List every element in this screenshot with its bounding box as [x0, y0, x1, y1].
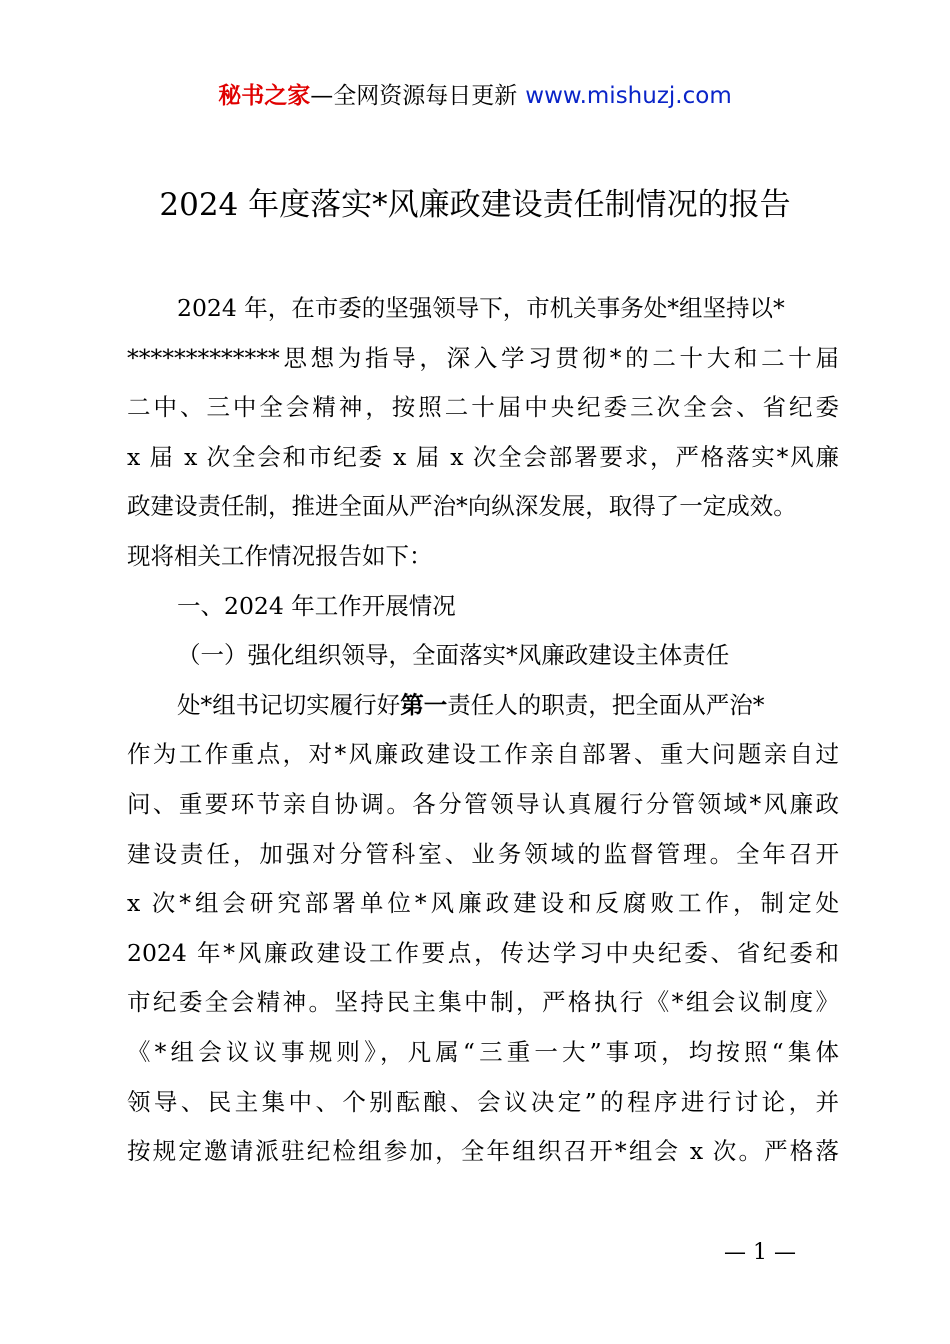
section-heading: 一、2024 年工作开展情况: [177, 591, 456, 620]
paragraph-line: 2024 年，在市委的坚强领导下，市机关事务处*组坚持以*: [177, 294, 785, 322]
page-number: — 1 —: [724, 1240, 796, 1265]
paragraph-line: x 次*组会研究部署单位*风廉政建设和反腐败工作，制定处: [127, 889, 839, 918]
subsection-heading: （一）强化组织领导，全面落实*风廉政建设主体责任: [177, 641, 730, 670]
document-title: 2024 年度落实*风廉政建设责任制情况的报告: [159, 187, 791, 223]
site-tagline: —全网资源每日更新: [310, 83, 518, 109]
paragraph-line: *************思想为指导，深入学习贯彻*的二十大和二十届: [127, 343, 839, 372]
paragraph-line: 市纪委全会精神。坚持民主集中制，严格执行《*组会议制度》: [127, 988, 839, 1017]
site-brand[interactable]: 秘书之家: [218, 83, 311, 109]
paragraph-text: 责任人的职责，把全面从严治*: [447, 690, 765, 719]
paragraph-line: 二中、三中全会精神，按照二十届中央纪委三次全会、省纪委: [127, 393, 839, 422]
paragraph-line: x 届 x 次全会和市纪委 x 届 x 次全会部署要求，严格落实*风廉: [127, 442, 839, 471]
bold-text: 第一: [400, 690, 448, 719]
paragraph-line: 《*组会议议事规则》，凡属“三重一大”事项，均按照“集体: [127, 1037, 839, 1066]
paragraph-line: 按规定邀请派驻纪检组参加，全年组织召开*组会 x 次。严格落: [127, 1137, 839, 1166]
paragraph-line: 领导、民主集中、个别酝酿、会议决定”的程序进行讨论，并: [127, 1087, 839, 1116]
paragraph-line: 现将相关工作情况报告如下：: [127, 541, 433, 570]
paragraph-line: 问、重要环节亲自协调。各分管领导认真履行分管领域*风廉政: [127, 789, 839, 818]
document-body: [127, 284, 839, 1177]
paragraph-line: 作为工作重点，对*风廉政建设工作亲自部署、重大问题亲自过: [127, 740, 839, 769]
paragraph-line: 2024 年*风廉政建设工作要点，传达学习中央纪委、省纪委和: [127, 938, 839, 967]
paragraph-line: [127, 681, 839, 731]
site-header: [0, 80, 950, 112]
paragraph-line: 建设责任，加强对分管科室、业务领域的监督管理。全年召开: [127, 839, 839, 868]
paragraph-line: 政建设责任制，推进全面从严治*向纵深发展，取得了一定成效。: [127, 492, 797, 521]
site-url-link[interactable]: www.mishuzj.com: [525, 83, 732, 109]
paragraph-text: 处*组书记切实履行好: [177, 690, 401, 719]
